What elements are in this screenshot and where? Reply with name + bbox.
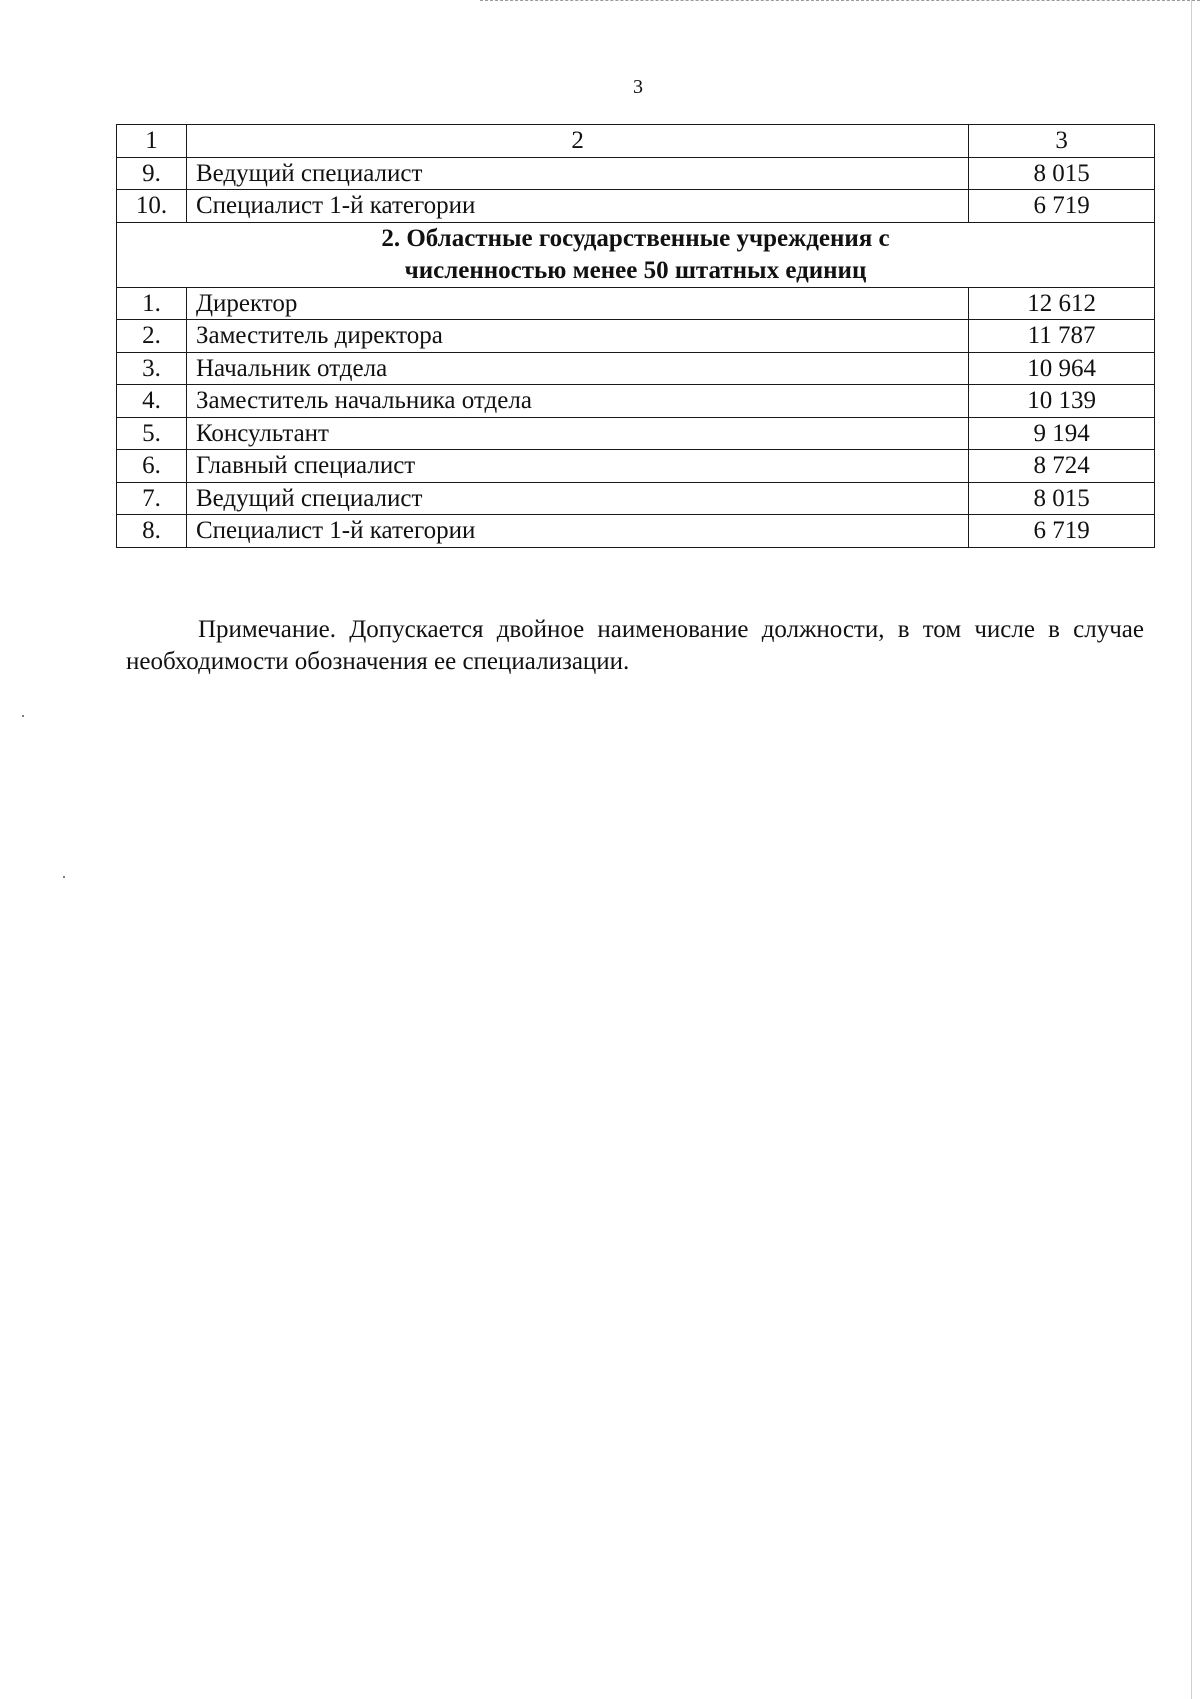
table-row	[117, 385, 1155, 418]
table-row	[117, 157, 1155, 190]
position-name: Ведущий специалист	[186, 482, 968, 515]
table-row	[117, 287, 1155, 320]
position-name: Заместитель начальника отдела	[186, 385, 968, 418]
salary-value: 6 719	[969, 190, 1155, 223]
row-number: 3.	[117, 352, 187, 385]
column-number-2: 2	[186, 125, 968, 158]
section-heading-line-1: 2. Областные государственные учреждения с	[381, 224, 890, 252]
row-number: 1.	[117, 287, 187, 320]
table-row	[117, 515, 1155, 548]
position-name: Главный специалист	[186, 450, 968, 483]
position-name: Начальник отдела	[186, 352, 968, 385]
column-number-1: 1	[117, 125, 187, 158]
salary-value: 8 015	[969, 482, 1155, 515]
scan-edge-right	[1191, 0, 1192, 1699]
scan-speck	[63, 876, 65, 878]
table-row	[117, 320, 1155, 353]
position-name: Специалист 1-й категории	[186, 190, 968, 223]
row-number: 4.	[117, 385, 187, 418]
salary-value: 10 964	[969, 352, 1155, 385]
table-row	[117, 450, 1155, 483]
position-name: Заместитель директора	[186, 320, 968, 353]
salary-value: 6 719	[969, 515, 1155, 548]
row-number: 2.	[117, 320, 187, 353]
section-heading-row	[117, 222, 1155, 287]
salary-value: 10 139	[969, 385, 1155, 418]
salary-value: 8 015	[969, 157, 1155, 190]
position-name: Ведущий специалист	[186, 157, 968, 190]
column-number-3: 3	[969, 125, 1155, 158]
row-number: 10.	[117, 190, 187, 223]
salary-table	[116, 124, 1155, 548]
row-number: 8.	[117, 515, 187, 548]
row-number: 6.	[117, 450, 187, 483]
row-number: 5.	[117, 417, 187, 450]
row-number: 7.	[117, 482, 187, 515]
section-heading	[117, 222, 1155, 287]
footnote-paragraph: Примечание. Допускается двойное наименование должности, в том числе в случае необходимости обозначения ее специализации.	[126, 616, 1144, 675]
table-row	[117, 417, 1155, 450]
salary-value: 12 612	[969, 287, 1155, 320]
page-number: 3	[633, 76, 643, 98]
salary-value: 9 194	[969, 417, 1155, 450]
position-name: Директор	[186, 287, 968, 320]
position-name: Специалист 1-й категории	[186, 515, 968, 548]
table-row	[117, 482, 1155, 515]
scan-speck	[22, 715, 24, 717]
section-heading-line-2: численностью менее 50 штатных единиц	[404, 256, 867, 284]
row-number: 9.	[117, 157, 187, 190]
position-name: Консультант	[186, 417, 968, 450]
scan-edge-top	[480, 0, 1200, 4]
salary-value: 11 787	[969, 320, 1155, 353]
salary-value: 8 724	[969, 450, 1155, 483]
table-row	[117, 352, 1155, 385]
table-header-row	[117, 125, 1155, 158]
table-row	[117, 190, 1155, 223]
